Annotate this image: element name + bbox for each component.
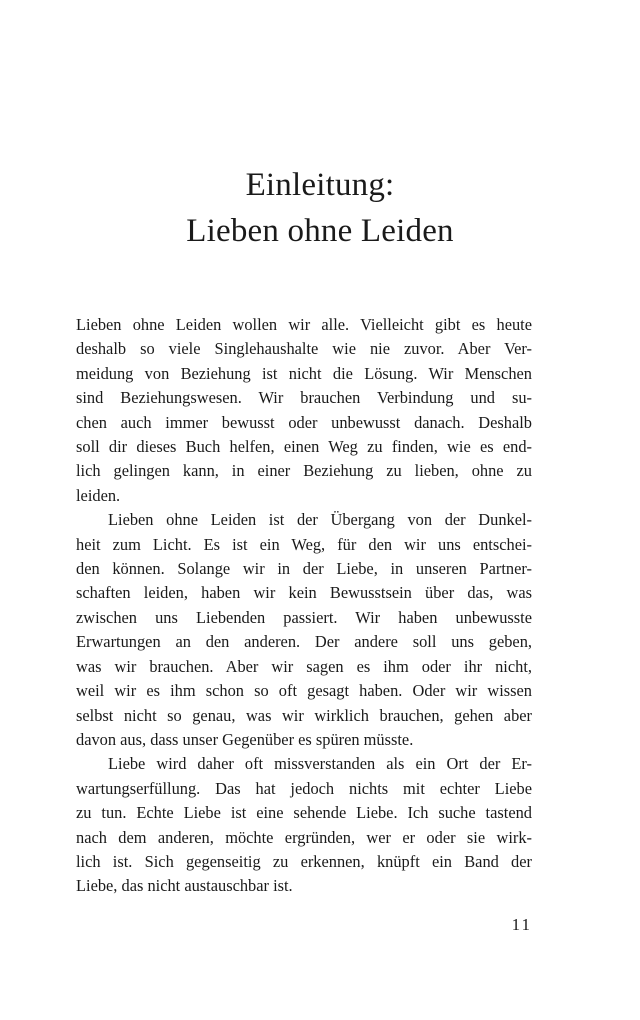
text-line: meidung von Beziehung ist nicht die Lösung. Wir Menschen <box>76 363 532 383</box>
text-line: Liebe wird daher oft missverstanden als ein Ort der Er- <box>108 754 532 774</box>
paragraph-3 <box>76 752 532 898</box>
text-line: wartungserfüllung. Das hat jedoch nichts mit echter Liebe <box>76 778 532 798</box>
text-line: Erwartungen an den anderen. Der andere soll uns geben, <box>76 632 532 652</box>
text-line: deshalb so viele Singlehaushalte wie nie zuvor. Aber Ver- <box>76 339 532 359</box>
text-line: chen auch immer bewusst oder unbewusst danach. Deshalb <box>76 412 532 432</box>
body-text <box>76 313 532 899</box>
text-line: zwischen uns Liebenden passiert. Wir haben unbewusste <box>76 607 532 627</box>
text-line: weil wir es ihm schon so oft gesagt haben. Oder wir wissen <box>76 681 532 701</box>
text-line: selbst nicht so genau, was wir wirklich brauchen, gehen aber <box>76 705 532 725</box>
text-line: soll dir dieses Buch helfen, einen Weg zu finden, wie es end- <box>76 437 532 457</box>
chapter-title-line-2: Lieben ohne Leiden <box>186 213 454 249</box>
chapter-title-line-1: Einleitung: <box>245 167 395 203</box>
text-line: zu tun. Echte Liebe ist eine sehende Liebe. Ich suche tastend <box>76 803 532 823</box>
text-line: was wir brauchen. Aber wir sagen es ihm oder ihr nicht, <box>76 656 532 676</box>
text-line: nach dem anderen, möchte ergründen, wer er oder sie wirk- <box>76 827 532 847</box>
text-line: Lieben ohne Leiden ist der Übergang von der Dunkel- <box>108 510 532 530</box>
text-line: Lieben ohne Leiden wollen wir alle. Vielleicht gibt es heute <box>76 315 532 334</box>
text-line: leiden. <box>76 485 121 505</box>
text-line: lich gelingen kann, in einer Beziehung zu lieben, ohne zu <box>76 461 532 481</box>
text-line: den können. Solange wir in der Liebe, in unseren Partner- <box>76 559 532 579</box>
text-line: Liebe, das nicht austauschbar ist. <box>76 876 293 896</box>
paragraph-1 <box>76 313 532 508</box>
page-number: 11 <box>511 915 532 934</box>
text-line: davon aus, dass unser Gegenüber es spüren müsste. <box>76 729 414 749</box>
text-line: lich ist. Sich gegenseitig zu erkennen, knüpft ein Band der <box>76 851 532 871</box>
chapter-title <box>0 162 640 254</box>
text-line: heit zum Licht. Es ist ein Weg, für den wir uns entschei- <box>76 534 532 554</box>
text-line: sind Beziehungswesen. Wir brauchen Verbindung und su- <box>76 388 532 408</box>
paragraph-2 <box>76 508 532 752</box>
text-line: schaften leiden, haben wir kein Bewusstsein über das, was <box>76 583 532 603</box>
